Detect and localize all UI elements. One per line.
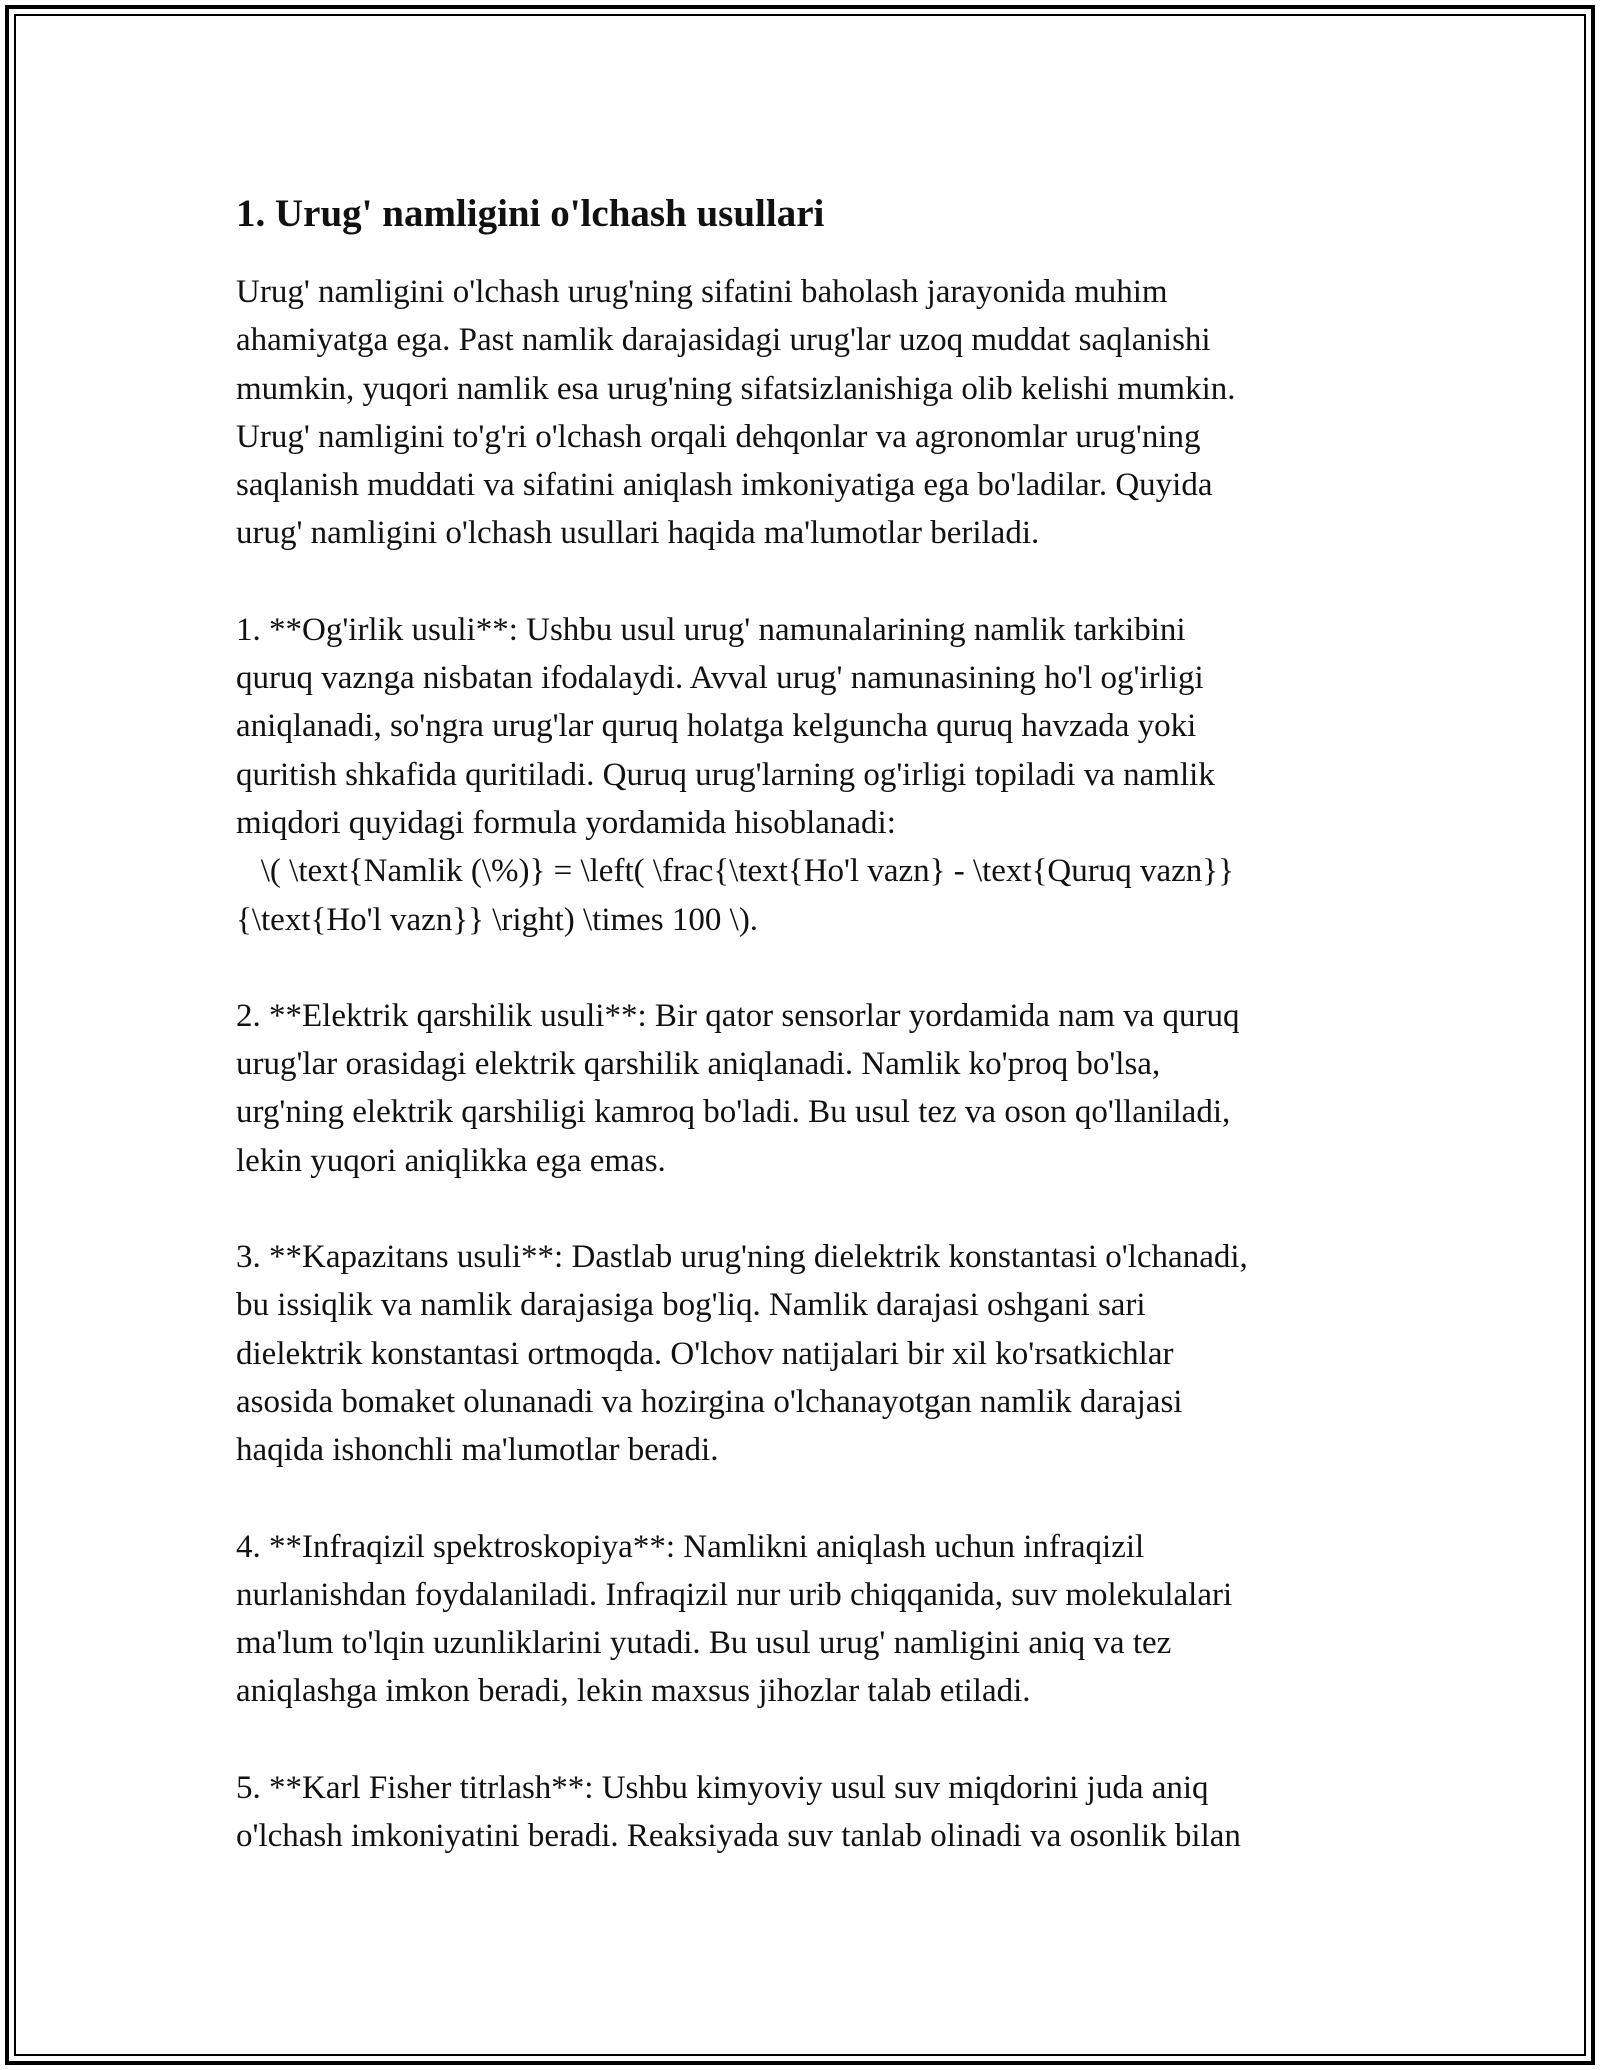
text-line: miqdori quyidagi formula yordamida hisoblanadi:: [236, 804, 896, 841]
document-body: [236, 186, 1366, 1908]
text-line: aniqlanadi, so'ngra urug'lar quruq holatga kelguncha quruq havzada yoki: [236, 708, 1197, 745]
formula-line: {\text{Ho'l vazn}} \right) \times 100 \).: [236, 901, 759, 938]
paragraph-method-2: [236, 992, 1366, 1185]
text-line: quruq vaznga nisbatan ifodalaydi. Avval urug' namunasining ho'l og'irligi: [236, 660, 1204, 697]
formula-line: \( \text{Namlik (\%)} = \left( \frac{\text{Ho'l vazn} - \text{Quruq vazn}}: [236, 853, 1234, 890]
text-line: aniqlashga imkon beradi, lekin maxsus jihozlar talab etiladi.: [236, 1673, 1031, 1710]
text-line: quritish shkafida quritiladi. Quruq urug'larning og'irligi topiladi va namlik: [236, 756, 1215, 793]
text-line: 1. **Og'irlik usuli**: Ushbu usul urug' namunalarining namlik tarkibini: [236, 611, 1186, 648]
text-line: Urug' namligini o'lchash urug'ning sifatini baholash jarayonida muhim: [236, 274, 1168, 310]
text-line: ahamiyatga ega. Past namlik darajasidagi urug'lar uzoq muddat saqlanishi: [236, 322, 1211, 359]
text-line: nurlanishdan foydalaniladi. Infraqizil nur urib chiqqanida, suv molekulalari: [236, 1576, 1233, 1613]
text-line: Urug' namligini to'g'ri o'lchash orqali dehqonlar va agronomlar urug'ning: [236, 418, 1201, 455]
text-line: 2. **Elektrik qarshilik usuli**: Bir qator sensorlar yordamida nam va quruq: [236, 997, 1240, 1034]
text-line: saqlanish muddati va sifatini aniqlash imkoniyatiga ega bo'ladilar. Quyida: [236, 467, 1213, 504]
text-line: asosida bomaket olunanadi va hozirgina o'lchanayotgan namlik darajasi: [236, 1383, 1183, 1420]
text-line: haqida ishonchli ma'lumotlar beradi.: [236, 1432, 719, 1469]
text-line: lekin yuqori aniqlikka ega emas.: [236, 1142, 666, 1179]
text-line: urug'lar orasidagi elektrik qarshilik aniqlanadi. Namlik ko'proq bo'lsa,: [236, 1046, 1161, 1083]
text-line: mumkin, yuqori namlik esa urug'ning sifatsizlanishiga olib kelishi mumkin.: [236, 370, 1236, 407]
text-line: o'lchash imkoniyatini beradi. Reaksiyada suv tanlab olinadi va osonlik bilan: [236, 1818, 1241, 1855]
text-line: 3. **Kapazitans usuli**: Dastlab urug'ning dielektrik konstantasi o'lchanadi,: [236, 1239, 1248, 1276]
paragraph-method-5: [236, 1764, 1366, 1861]
paragraph-method-1: [236, 606, 1366, 944]
text-line: urug' namligini o'lchash usullari haqida ma'lumotlar beriladi.: [236, 515, 1040, 552]
paragraph-method-3: [236, 1233, 1366, 1474]
paragraph-method-4: [236, 1523, 1366, 1716]
text-line: dielektrik konstantasi ortmoqda. O'lchov natijalari bir xil ko'rsatkichlar: [236, 1335, 1174, 1372]
section-heading: 1. Urug' namligini o'lchash usullari: [236, 192, 825, 235]
text-line: ma'lum to'lqin uzunliklarini yutadi. Bu usul urug' namligini aniq va tez: [236, 1625, 1172, 1662]
text-line: bu issiqlik va namlik darajasiga bog'liq. Namlik darajasi oshgani sari: [236, 1287, 1146, 1324]
text-line: 5. **Karl Fisher titrlash**: Ushbu kimyoviy usul suv miqdorini juda aniq: [236, 1769, 1209, 1806]
text-line: 4. **Infraqizil spektroskopiya**: Namlikni aniqlash uchun infraqizil: [236, 1528, 1145, 1565]
text-line: urg'ning elektrik qarshiligi kamroq bo'ladi. Bu usul tez va oson qo'llaniladi,: [236, 1094, 1231, 1131]
paragraph-intro: [236, 268, 1366, 558]
